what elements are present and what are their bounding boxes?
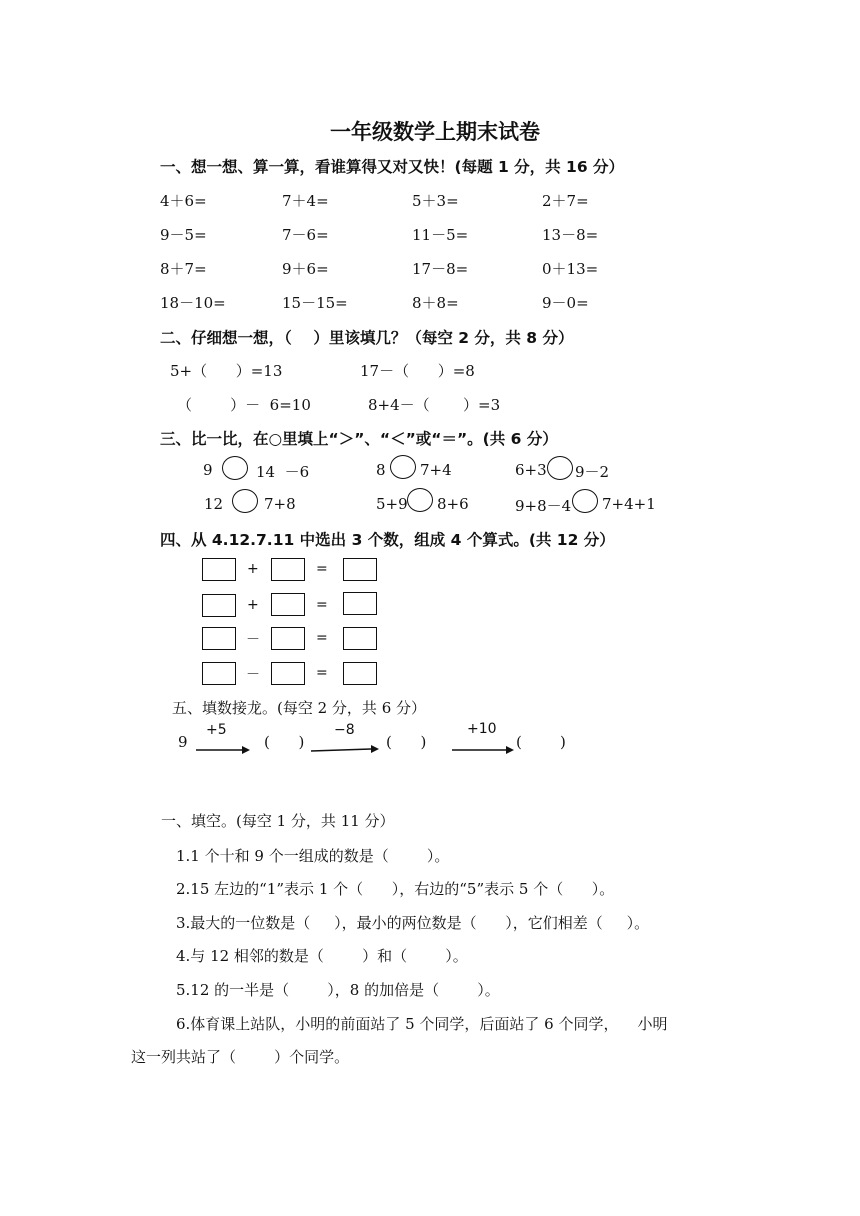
answer-blank[interactable]: ( ) bbox=[516, 733, 566, 751]
fill-blank-equation: 17－（ ）=8 bbox=[360, 362, 475, 380]
question-item: 1.1 个十和 9 个一组成的数是（ ）。 bbox=[176, 847, 450, 865]
answer-blank[interactable]: ( ) bbox=[264, 733, 305, 751]
equation: 8＋8= bbox=[412, 294, 459, 312]
equation: 17－8= bbox=[412, 260, 469, 278]
question-continuation: 这一列共站了（ ）个同学。 bbox=[131, 1048, 350, 1066]
answer-box[interactable] bbox=[202, 627, 236, 650]
exam-title: 一年级数学上期末试卷 bbox=[330, 120, 540, 144]
step-label: +5 bbox=[206, 722, 227, 738]
comparison-left: 5+9 bbox=[376, 495, 408, 513]
answer-box[interactable] bbox=[202, 594, 236, 617]
comparison-right: 7+4+1 bbox=[602, 495, 656, 513]
fill-blank-equation: 5+（ ）=13 bbox=[170, 362, 283, 380]
comparison-right: 9－2 bbox=[575, 463, 610, 481]
fill-in-heading: 一、填空。(每空 1 分，共 11 分） bbox=[161, 812, 395, 830]
equals-sign: = bbox=[316, 665, 328, 681]
comparison-right: 7+8 bbox=[264, 495, 296, 513]
answer-box[interactable] bbox=[202, 662, 236, 685]
equation: 9－5= bbox=[160, 226, 207, 244]
section3-heading: 三、比一比，在○里填上“＞”、“＜”或“＝”。(共 6 分） bbox=[160, 430, 558, 448]
comparison-left: 8 bbox=[376, 461, 386, 479]
equation: 5＋3= bbox=[412, 192, 459, 210]
equation: 0＋13= bbox=[542, 260, 599, 278]
equation: 18－10= bbox=[160, 294, 226, 312]
comparison-circle[interactable] bbox=[572, 489, 598, 513]
fill-blank-equation: （ ）－ 6=10 bbox=[177, 396, 311, 414]
operator: － bbox=[246, 632, 260, 648]
equation: 13－8= bbox=[542, 226, 599, 244]
section1-heading: 一、想一想、算一算，看谁算得又对又快！(每题 1 分，共 16 分） bbox=[160, 158, 625, 176]
equals-sign: = bbox=[316, 561, 328, 577]
question-item: 4.与 12 相邻的数是（ ）和（ ）。 bbox=[176, 947, 468, 965]
chain-start: 9 bbox=[178, 733, 188, 751]
question-item: 3.最大的一位数是（ ），最小的两位数是（ ），它们相差（ ）。 bbox=[176, 914, 650, 932]
step-label: −8 bbox=[334, 722, 355, 738]
answer-box[interactable] bbox=[202, 558, 236, 581]
equation: 4＋6= bbox=[160, 192, 207, 210]
answer-box[interactable] bbox=[271, 627, 305, 650]
comparison-circle[interactable] bbox=[390, 455, 416, 479]
equation: 8＋7= bbox=[160, 260, 207, 278]
answer-box[interactable] bbox=[271, 593, 305, 616]
arrow-icon bbox=[196, 745, 250, 755]
comparison-circle[interactable] bbox=[232, 489, 258, 513]
answer-box[interactable] bbox=[271, 558, 305, 581]
step-label: +10 bbox=[467, 721, 497, 737]
comparison-circle[interactable] bbox=[407, 488, 433, 512]
section4-heading: 四、从 4.12.7.11 中选出 3 个数，组成 4 个算式。(共 12 分） bbox=[160, 531, 615, 549]
comparison-right: 8+6 bbox=[437, 495, 469, 513]
comparison-left: 12 bbox=[204, 495, 224, 513]
equation: 7＋4= bbox=[282, 192, 329, 210]
section5-heading: 五、填数接龙。(每空 2 分，共 6 分） bbox=[172, 699, 427, 717]
section2-heading: 二、仔细想一想，（ ）里该填几？（每空 2 分，共 8 分） bbox=[160, 329, 574, 347]
question-item: 5.12 的一半是（ ），8 的加倍是（ ）。 bbox=[176, 981, 500, 999]
equation: 9＋6= bbox=[282, 260, 329, 278]
equation: 9－0= bbox=[542, 294, 589, 312]
answer-box[interactable] bbox=[343, 592, 377, 615]
comparison-right: 7+4 bbox=[420, 461, 452, 479]
equation: 15－15= bbox=[282, 294, 348, 312]
equals-sign: = bbox=[316, 630, 328, 646]
equation: 2＋7= bbox=[542, 192, 589, 210]
comparison-right: 14 －6 bbox=[256, 463, 310, 481]
answer-box[interactable] bbox=[343, 558, 377, 581]
operator: + bbox=[247, 597, 259, 613]
comparison-circle[interactable] bbox=[547, 456, 573, 480]
arrow-icon bbox=[452, 745, 514, 755]
operator: － bbox=[246, 667, 260, 683]
comparison-left: 6+3 bbox=[515, 461, 547, 479]
operator: + bbox=[247, 561, 259, 577]
comparison-left: 9+8－4 bbox=[515, 497, 572, 515]
arrow-icon bbox=[311, 745, 379, 755]
equation: 7－6= bbox=[282, 226, 329, 244]
answer-box[interactable] bbox=[343, 627, 377, 650]
equation: 11－5= bbox=[412, 226, 469, 244]
fill-blank-equation: 8+4－（ ）=3 bbox=[368, 396, 501, 414]
answer-blank[interactable]: ( ) bbox=[386, 733, 427, 751]
answer-box[interactable] bbox=[271, 662, 305, 685]
comparison-left: 9 bbox=[203, 461, 213, 479]
answer-box[interactable] bbox=[343, 662, 377, 685]
question-item: 6.体育课上站队，小明的前面站了 5 个同学，后面站了 6 个同学， 小明 bbox=[176, 1015, 668, 1033]
equals-sign: = bbox=[316, 597, 328, 613]
comparison-circle[interactable] bbox=[222, 456, 248, 480]
question-item: 2.15 左边的“1”表示 1 个（ ），右边的“5”表示 5 个（ ）。 bbox=[176, 880, 615, 898]
